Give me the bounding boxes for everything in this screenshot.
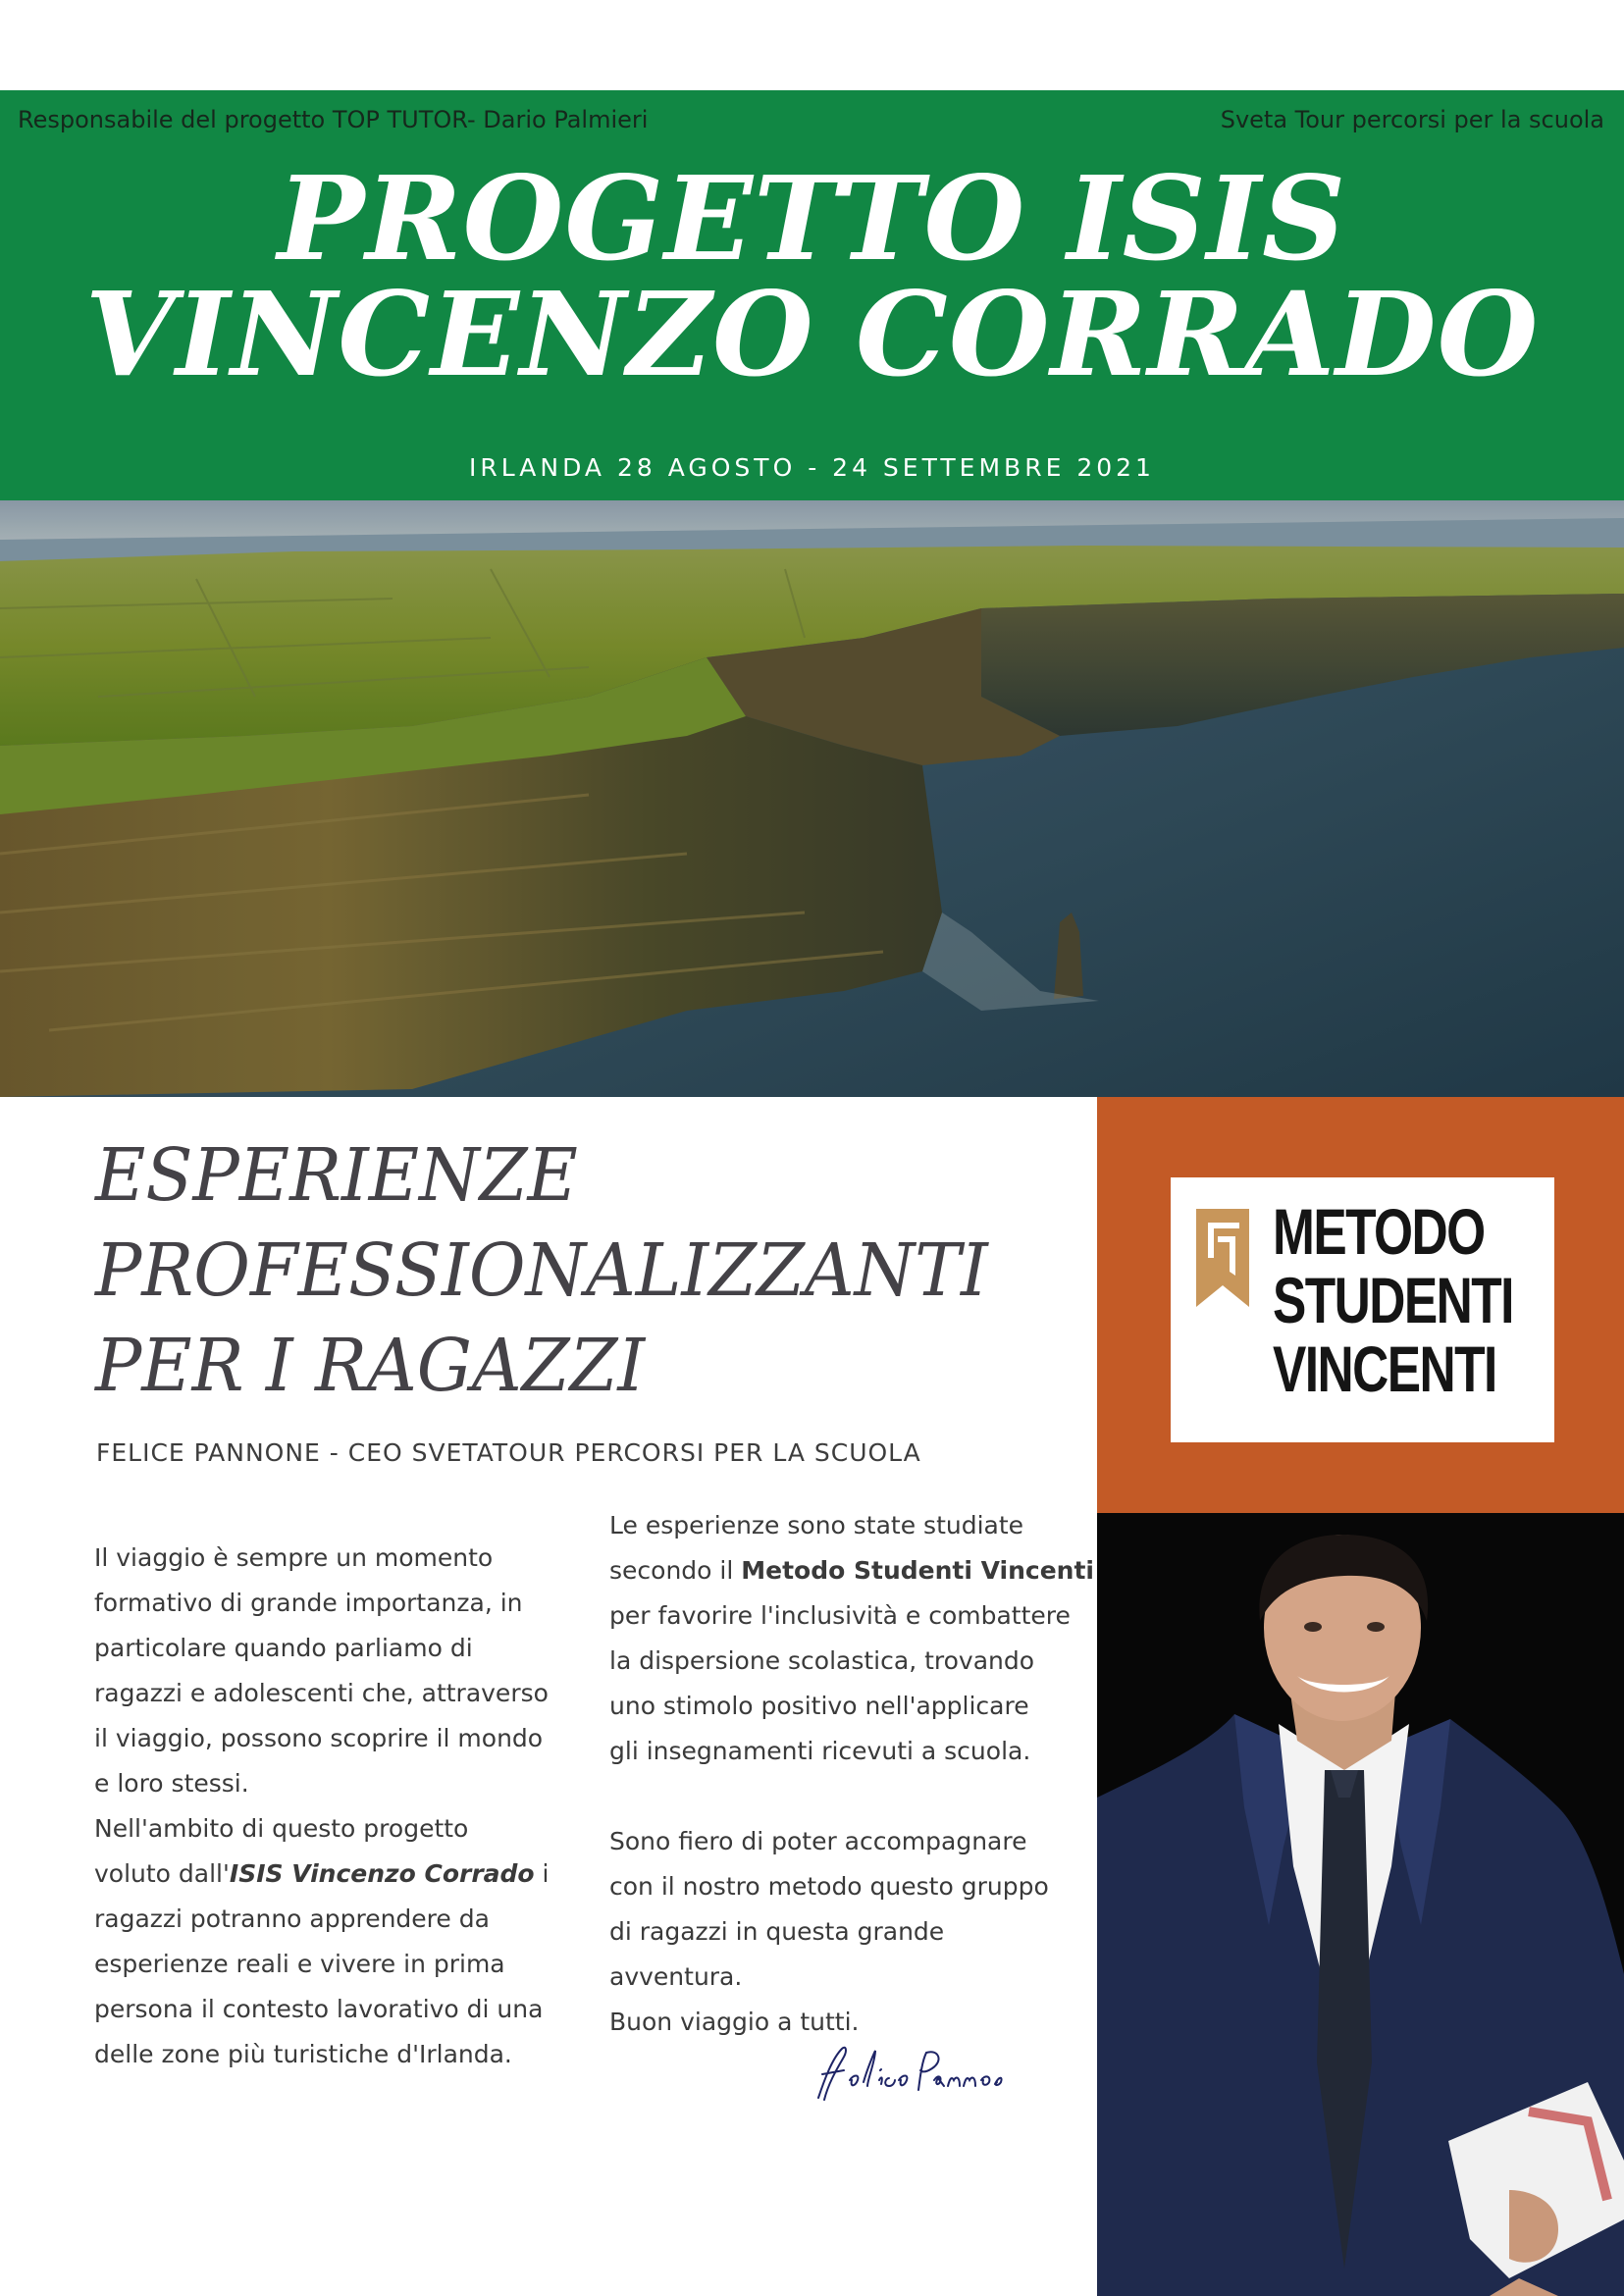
paragraph-line: di ragazzi in questa grande bbox=[609, 1917, 945, 1946]
paragraph-line: con il nostro metodo questo gruppo bbox=[609, 1872, 1049, 1901]
paragraph-line: ragazzi potranno apprendere da bbox=[94, 1905, 490, 1933]
method-logo bbox=[1171, 1177, 1554, 1442]
headline-line-1: ESPERIENZE bbox=[95, 1133, 578, 1218]
trip-dates: IRLANDA 28 AGOSTO - 24 SETTEMBRE 2021 bbox=[469, 453, 1155, 482]
school-name-emphasis: ISIS Vincenzo Corrado bbox=[229, 1859, 535, 1888]
paragraph-line: formativo di grande importanza, in bbox=[94, 1589, 523, 1617]
paragraph-line: particolare quando parliamo di bbox=[94, 1634, 473, 1662]
bookmark-logo-icon bbox=[1192, 1205, 1253, 1311]
paragraph-line: Nell'ambito di questo progetto bbox=[94, 1814, 469, 1843]
article-headline bbox=[95, 1128, 988, 1414]
paragraph-line: Il viaggio è sempre un momento bbox=[94, 1543, 494, 1572]
paragraph-line: la dispersione scolastica, trovando bbox=[609, 1646, 1035, 1675]
paragraph-line: Le esperienze sono state studiate bbox=[609, 1511, 1024, 1539]
byline: FELICE PANNONE - CEO SVETATOUR PERCORSI PER LA SCUOLA bbox=[96, 1438, 921, 1467]
headline-line-2: PROFESSIONALIZZANTI bbox=[95, 1228, 988, 1313]
paragraph-line: Buon viaggio a tutti. bbox=[609, 2008, 860, 2036]
left-text-column bbox=[94, 1536, 550, 2077]
paragraph-line: Sono fiero di poter accompagnare bbox=[609, 1827, 1027, 1855]
paragraph-line bbox=[609, 1548, 1094, 1593]
project-manager-note: Responsabile del progetto TOP TUTOR- Dario Palmieri bbox=[18, 106, 649, 133]
text-span: secondo il bbox=[609, 1556, 742, 1585]
title-line-2: VINCENZO CORRADO bbox=[84, 266, 1540, 402]
portrait-photo bbox=[1097, 1513, 1624, 2296]
logo-text-line-1: METODO bbox=[1273, 1195, 1485, 1268]
title-line-1: PROGETTO ISIS bbox=[277, 150, 1347, 287]
logo-text-line-2: STUDENTI bbox=[1273, 1264, 1513, 1336]
paragraph-gap bbox=[609, 1774, 1094, 1819]
paragraph-line: uno stimolo positivo nell'applicare bbox=[609, 1692, 1029, 1720]
logo-panel bbox=[1097, 1097, 1624, 1513]
headline-line-3: PER I RAGAZZI bbox=[95, 1324, 646, 1408]
method-name-bold: Metodo Studenti Vincenti bbox=[741, 1556, 1094, 1585]
text-span: voluto dall' bbox=[94, 1859, 230, 1888]
logo-text-line-3: VINCENTI bbox=[1273, 1332, 1496, 1405]
right-text-column bbox=[609, 1503, 1094, 2045]
paragraph-line: persona il contesto lavorativo di una bbox=[94, 1995, 544, 2023]
portrait-image bbox=[1097, 1513, 1624, 2296]
paragraph-line: e loro stessi. bbox=[94, 1769, 249, 1798]
paragraph-line: il viaggio, possono scoprire il mondo bbox=[94, 1724, 544, 1752]
paragraph-line: gli insegnamenti ricevuti a scuola. bbox=[609, 1737, 1031, 1765]
company-note: Sveta Tour percorsi per la scuola bbox=[1220, 106, 1604, 133]
paragraph-line: ragazzi e adolescenti che, attraverso bbox=[94, 1679, 549, 1707]
text-span: i bbox=[534, 1859, 550, 1888]
paragraph-line: avventura. bbox=[609, 1962, 743, 1991]
paragraph-line: delle zone più turistiche d'Irlanda. bbox=[94, 2040, 512, 2068]
paragraph-line bbox=[94, 1852, 550, 1897]
paragraph-line: per favorire l'inclusività e combattere bbox=[609, 1601, 1071, 1630]
cliffs-landscape-image bbox=[0, 500, 1624, 1097]
paragraph-line: esperienze reali e vivere in prima bbox=[94, 1950, 505, 1978]
header-banner bbox=[0, 90, 1624, 500]
handwritten-signature bbox=[811, 2041, 1007, 2110]
